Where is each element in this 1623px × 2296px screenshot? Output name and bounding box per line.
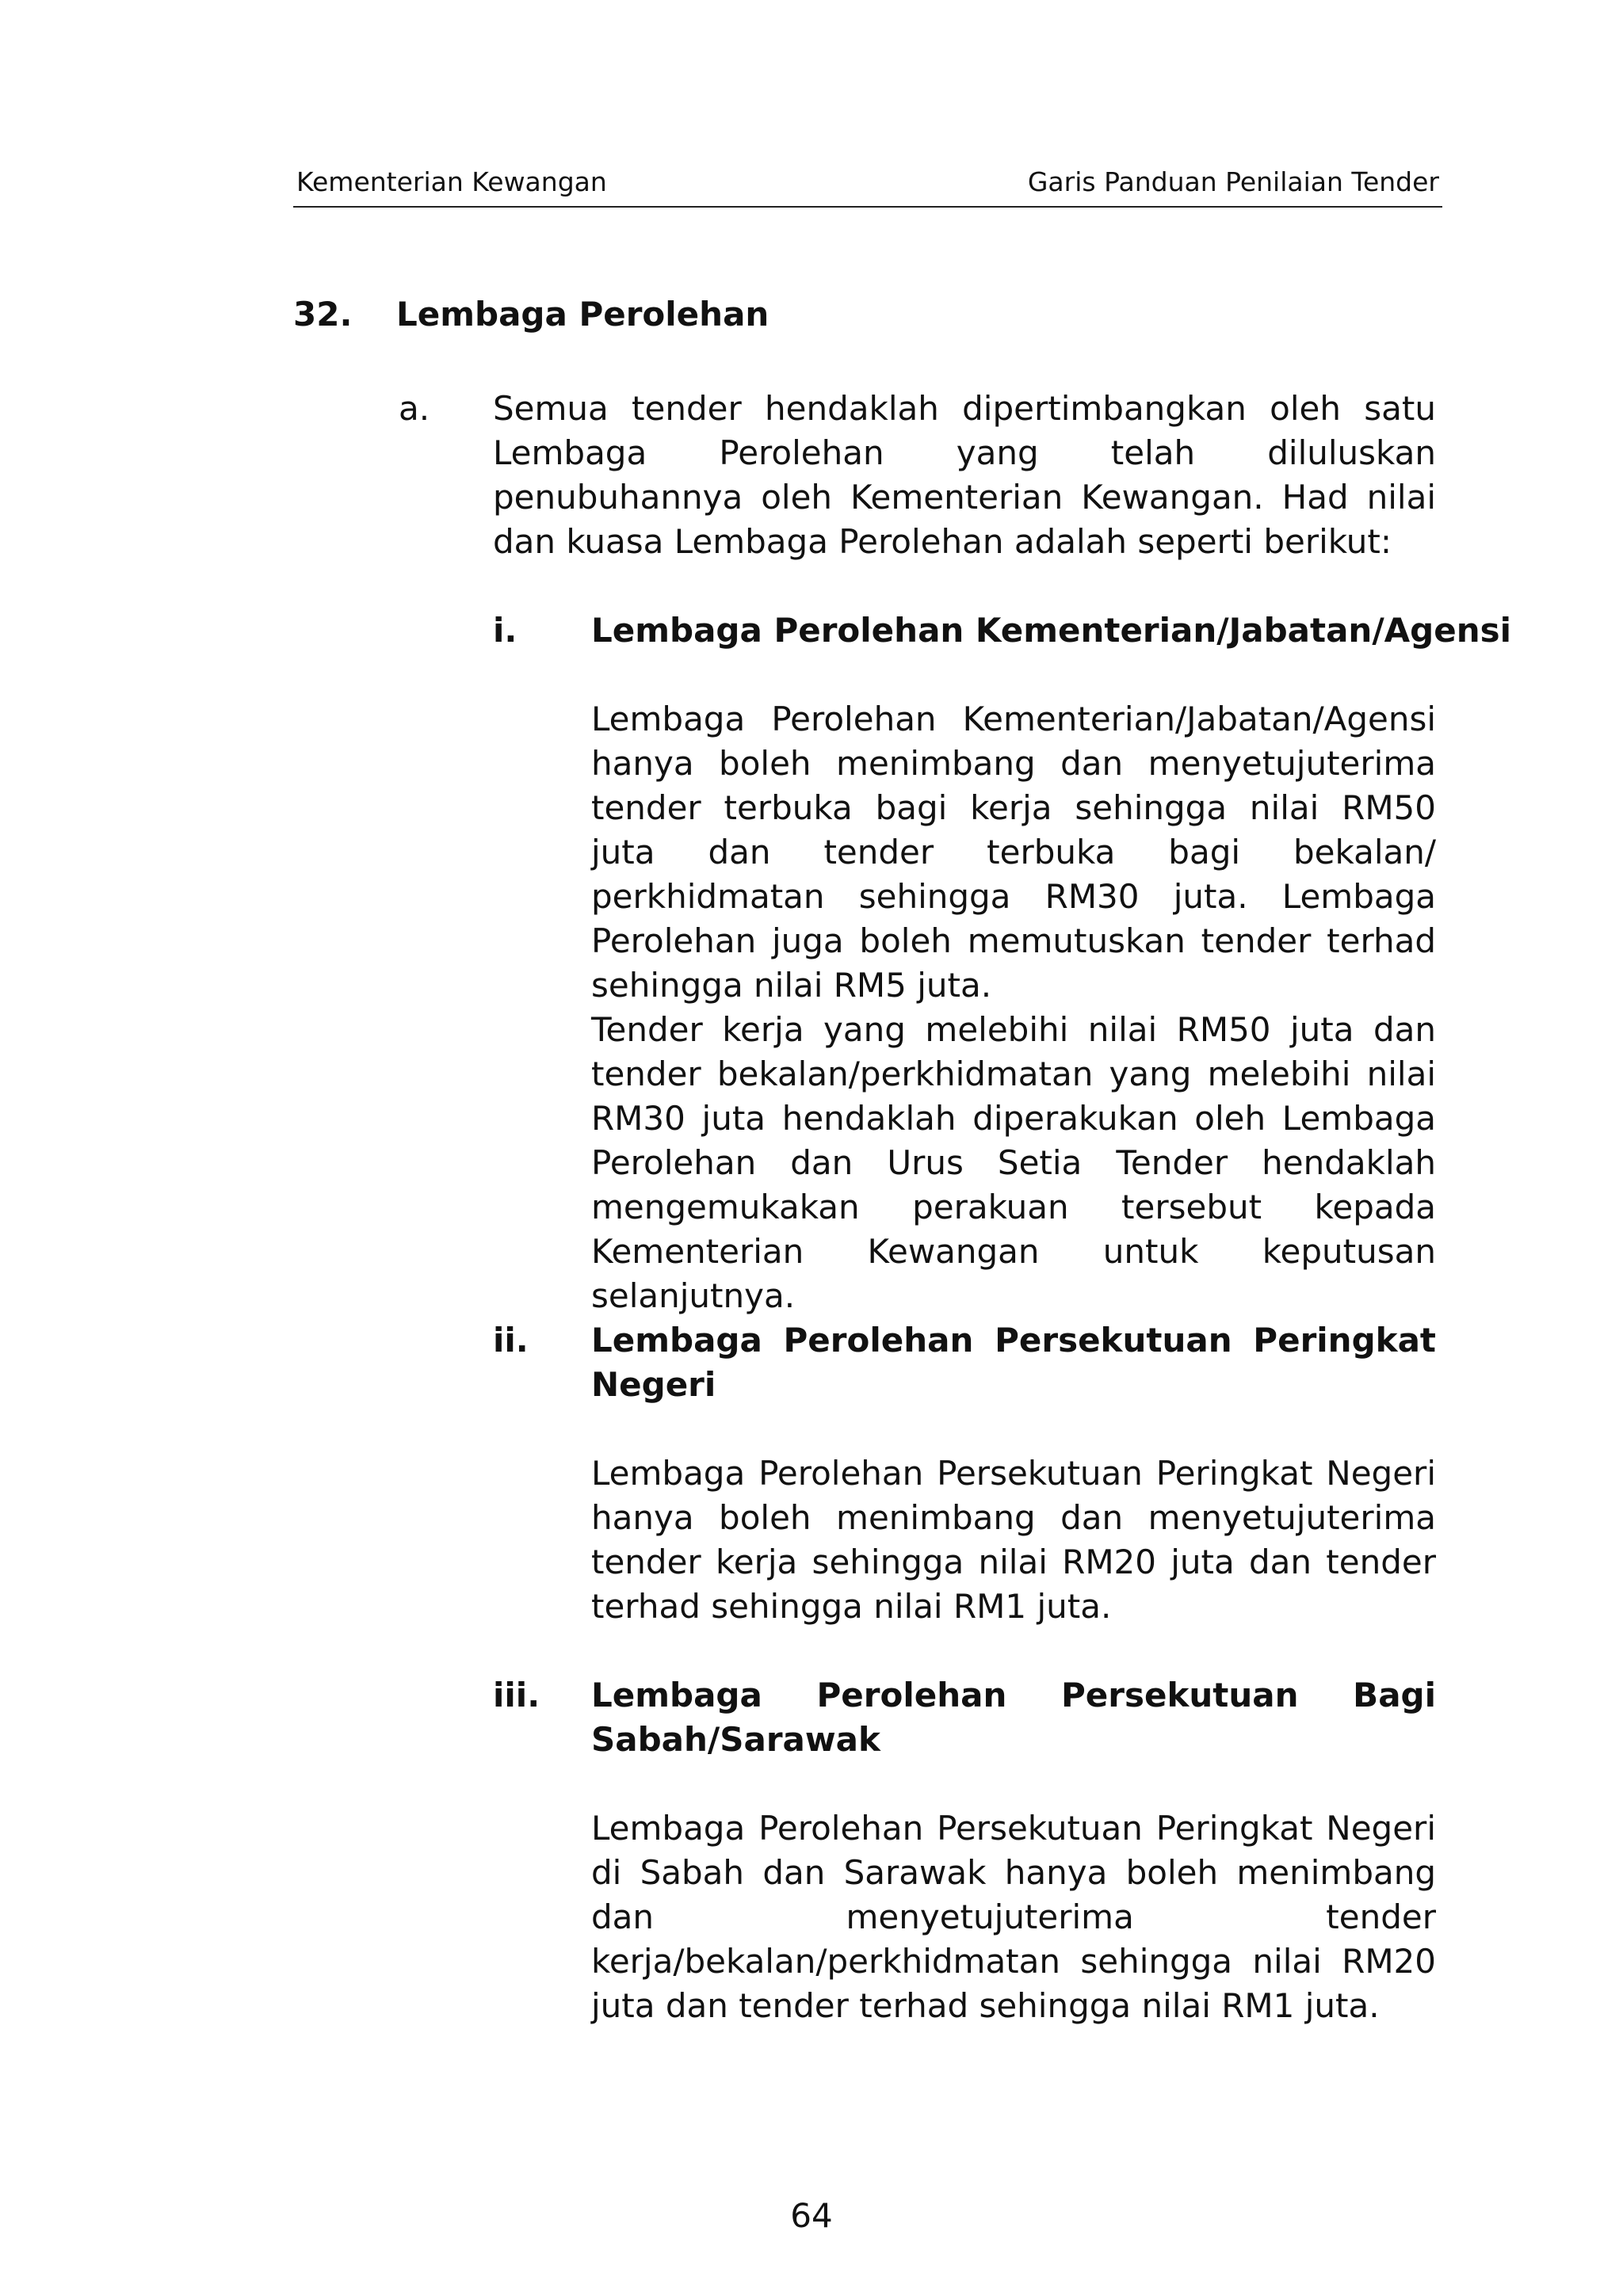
- header-document-title: Garis Panduan Penilaian Tender: [1027, 166, 1439, 197]
- sub-item-i-paragraph-1: Lembaga Perolehan Kementerian/Jabatan/Agensi hanya boleh menimbang dan menyetujuterima tender terbuka bagi kerja sehingga nilai RM50 juta dan tender terbuka bagi bekalan/ perkhidmatan sehingga RM30 juta. Lembaga Perolehan juga boleh memutuskan tender terhad sehingga nilai RM5 juta.: [591, 700, 1436, 1005]
- page-number: 64: [790, 2196, 833, 2235]
- page-header: [293, 166, 1442, 208]
- sub-item-i-paragraph-2: Tender kerja yang melebihi nilai RM50 juta dan tender bekalan/perkhidmatan yang melebihi nilai RM30 juta hendaklah diperakukan oleh Lembaga Perolehan dan Urus Setia Tender hendaklah mengemukakan perakuan tersebut kepada Kementerian Kewangan untuk keputusan selanjutnya.: [591, 1010, 1436, 1315]
- section-title: Lembaga Perolehan: [396, 295, 769, 334]
- sub-item-iii-title: Lembaga Perolehan Persekutuan Bagi Sabah/Sarawak: [591, 1676, 1436, 1759]
- sub-item-i-title: Lembaga Perolehan Kementerian/Jabatan/Agensi: [591, 611, 1512, 650]
- header-ministry: Kementerian Kewangan: [296, 166, 607, 197]
- item-a-marker: a.: [399, 389, 430, 428]
- sub-item-iii-marker: iii.: [493, 1676, 540, 1714]
- section-number: 32.: [293, 295, 353, 334]
- sub-item-i-marker: i.: [493, 611, 517, 650]
- sub-item-iii-paragraph-1: Lembaga Perolehan Persekutuan Peringkat Negeri di Sabah dan Sarawak hanya boleh menimbang dan menyetujuterima tender kerja/bekalan/perkhidmatan sehingga nilai RM20 juta dan tender terhad sehingga nilai RM1 juta.: [591, 1809, 1436, 2025]
- sub-item-ii-marker: ii.: [493, 1321, 529, 1360]
- sub-item-ii-paragraph-1: Lembaga Perolehan Persekutuan Peringkat Negeri hanya boleh menimbang dan menyetujuterima tender kerja sehingga nilai RM20 juta dan tender terhad sehingga nilai RM1 juta.: [591, 1454, 1436, 1626]
- sub-item-ii-title: Lembaga Perolehan Persekutuan Peringkat Negeri: [591, 1321, 1436, 1404]
- item-a-text: Semua tender hendaklah dipertimbangkan oleh satu Lembaga Perolehan yang telah diluluskan penubuhannya oleh Kementerian Kewangan. Had nilai dan kuasa Lembaga Perolehan adalah seperti berikut:: [493, 389, 1436, 561]
